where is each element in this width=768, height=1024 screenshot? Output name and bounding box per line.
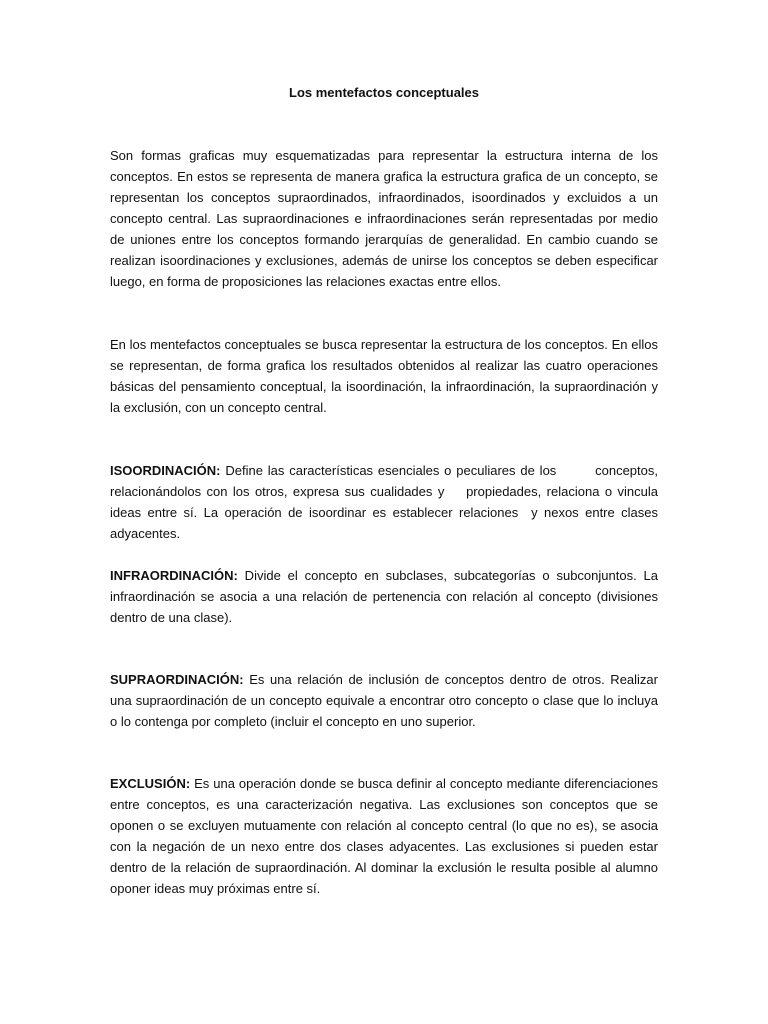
definition-text: Es una relación de inclusión de conceptos dentro de otros. Realizar una supraordinación de un concepto equivale a encontrar otro concepto o clase que lo incluya o lo contenga por completo (incluir el concepto en uno superior. [110, 672, 658, 729]
definition-infraordinacion [110, 565, 658, 628]
definition-term: INFRAORDINACIÓN: [110, 568, 238, 583]
definition-supraordinacion [110, 669, 658, 732]
page-title: Los mentefactos conceptuales [289, 85, 479, 100]
definition-exclusion [110, 773, 658, 899]
definition-text: Define las características esenciales o peculiares de los conceptos, relacionándolos con los otros, expresa sus cualidades y propiedades, relaciona o vincula ideas entre sí. La operación de isoordinar es establecer relaciones y nexos entre clases adyacentes. [110, 463, 662, 541]
definition-term: ISOORDINACIÓN: [110, 463, 221, 478]
body-paragraph: En los mentefactos conceptuales se busca representar la estructura de los conceptos. En ellos se representan, de forma grafica los resultados obtenidos al realizar las cuatro operaciones básicas del pensamiento conceptual, la isoordinación, la infraordinación, la supraordinación y la exclusión, con un concepto central. [110, 337, 658, 415]
definition-text: Es una operación donde se busca definir al concepto mediante diferenciaciones entre conceptos, es una caracterización negativa. Las exclusiones son conceptos que se oponen o se excluyen mutuamente con relación al concepto central (lo que no es), se asocia con la negación de un nexo entre dos clases adyacentes. Las exclusiones si pueden estar dentro de la relación de supraordinación. Al dominar la exclusión le resulta posible al alumno oponer ideas muy próximas entre sí. [110, 776, 658, 896]
definition-term: EXCLUSIÓN: [110, 776, 191, 791]
definition-text: Divide el concepto en subclases, subcategorías o subconjuntos. La infraordinación se asocia a una relación de pertenencia con relación al concepto (divisiones dentro de una clase). [110, 568, 658, 625]
intro-paragraph: Son formas graficas muy esquematizadas para representar la estructura interna de los conceptos. En estos se representa de manera grafica la estructura grafica de un concepto, se representan los conceptos supraordinados, infraordinados, isoordinados y excluidos a un concepto central. Las supraordinaciones e infraordinaciones serán representadas por medio de uniones entre los conceptos formando jerarquías de generalidad. En cambio cuando se realizan isoordinaciones y exclusiones, además de unirse los conceptos se deben especificar luego, en forma de proposiciones las relaciones exactas entre ellos. [110, 148, 658, 289]
definition-term: SUPRAORDINACIÓN: [110, 672, 244, 687]
definition-isoordinacion [110, 460, 662, 544]
